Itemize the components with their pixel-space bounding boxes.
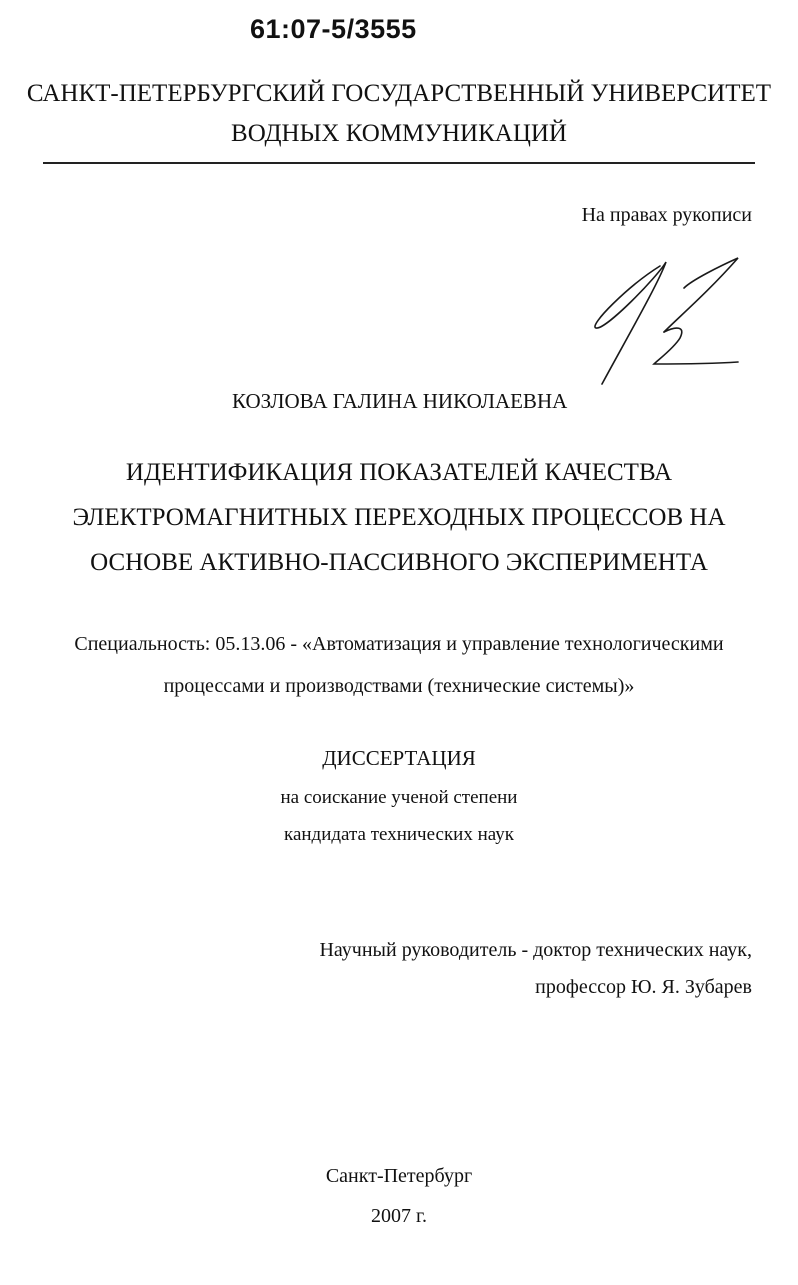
specialty-line-2: процессами и производствами (технические системы)» (163, 675, 635, 697)
author-name: КОЗЛОВА ГАЛИНА НИКОЛАЕВНА (232, 389, 568, 413)
dissertation-title-line-2: ЭЛЕКТРОМАГНИТНЫХ ПЕРЕХОДНЫХ ПРОЦЕССОВ НА (72, 504, 726, 531)
publication-year: 2007 г. (371, 1205, 427, 1227)
catalog-number: 61:07-5/3555 (250, 14, 417, 44)
document-type: ДИССЕРТАЦИЯ (322, 746, 476, 770)
advisor-line-1: Научный руководитель - доктор технических наук, (319, 939, 752, 961)
manuscript-rights-note: На правах рукописи (581, 204, 752, 226)
degree-line-2: кандидата технических наук (284, 824, 514, 845)
dissertation-title-line-3: ОСНОВЕ АКТИВНО-ПАССИВНОГО ЭКСПЕРИМЕНТА (90, 549, 708, 576)
university-name-line-2: ВОДНЫХ КОММУНИКАЦИЙ (231, 120, 567, 147)
university-name-line-1: САНКТ-ПЕТЕРБУРГСКИЙ ГОСУДАРСТВЕННЫЙ УНИВЕРСИТЕТ (26, 80, 772, 107)
header-divider (43, 162, 755, 164)
author-signature (588, 256, 748, 386)
advisor-line-2: профессор Ю. Я. Зубарев (535, 976, 752, 998)
dissertation-title-line-1: ИДЕНТИФИКАЦИЯ ПОКАЗАТЕЛЕЙ КАЧЕСТВА (125, 459, 673, 486)
specialty-line-1: Специальность: 05.13.06 - «Автоматизация и управление технологическими (74, 633, 724, 655)
publication-city: Санкт-Петербург (325, 1165, 473, 1187)
degree-line-1: на соискание ученой степени (280, 787, 518, 808)
